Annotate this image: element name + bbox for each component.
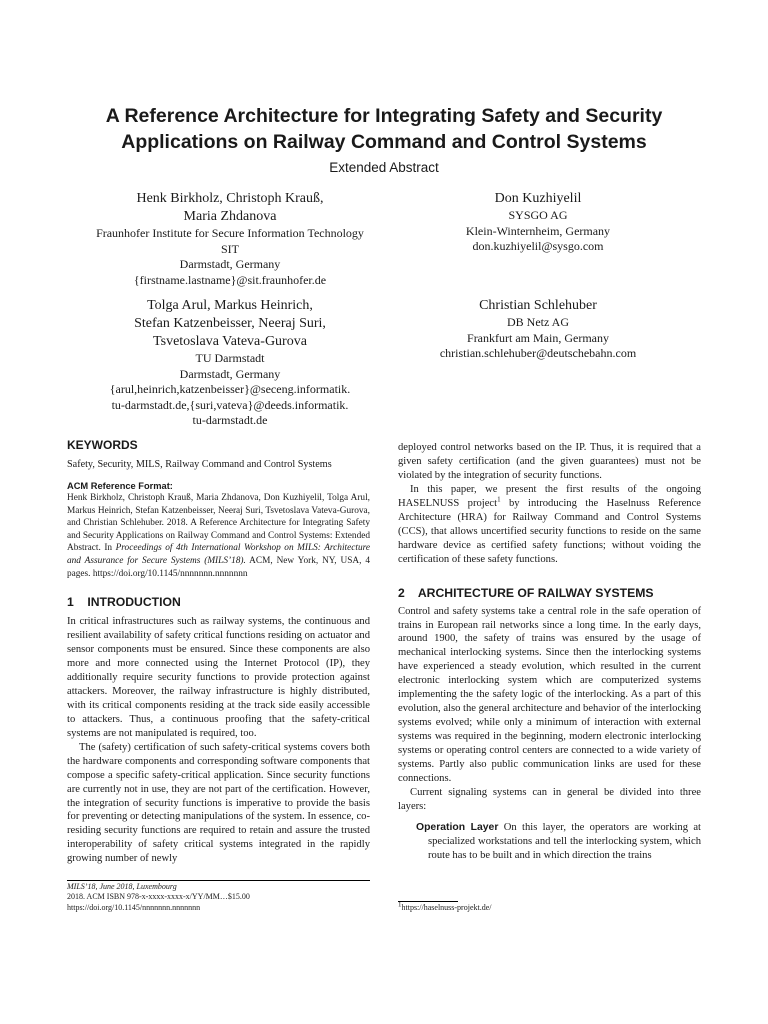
footer-rule bbox=[67, 880, 370, 881]
author-name-line: Maria Zhdanova bbox=[183, 209, 277, 224]
author-name-line: Henk Birkholz, Christoph Krauß, bbox=[136, 191, 324, 206]
title-line-1: A Reference Architecture for Integrating Safety and Security bbox=[105, 105, 663, 127]
footnote-number: 1 bbox=[398, 900, 402, 909]
architecture-paragraph-2-text: Current signaling systems can in general be divided into three layers: bbox=[398, 786, 701, 812]
author-names bbox=[398, 297, 678, 315]
author-location: Darmstadt, Germany bbox=[179, 366, 281, 381]
acm-reference-part: Henk Birkholz, Christoph Krauß, Maria Zhdanova, Don Kuzhiyelil, Tolga Arul, Markus Heinrich, Stefan Katzenbeisser, Neeraj Suri, Tsvetoslava Vateva-Gurova, and Christian Schlehuber. 2018. A Reference Architecture for Integrating Safety and Security Applications on Railway Command and Control Systems: Extended Abstract. In bbox=[67, 492, 370, 554]
author-affiliation: SYSGO AG bbox=[508, 208, 568, 222]
keywords-heading: KEYWORDS bbox=[67, 438, 138, 452]
author-names bbox=[398, 190, 678, 208]
author-name-line: Tsvetoslava Vateva-Gurova bbox=[153, 334, 307, 349]
intro-paragraph-2 bbox=[67, 741, 370, 867]
right-paragraph-2-text: by introducing the Haselnuss Reference Architecture (HRA) for Railway Command and Control Systems (CCS), that allows uncertified security functions to reside on the same hardware device as certified safety functions; without voiding the certification of these safety functions. bbox=[398, 497, 702, 565]
author-location: Frankfurt am Main, Germany bbox=[467, 330, 609, 345]
author-names bbox=[60, 190, 400, 226]
operation-layer-item bbox=[398, 821, 701, 863]
architecture-paragraph-1: Control and safety systems take a central role in the safe operation of trains in European rail networks since a long time. In the early days, around 1900, the safety of trains was ensured by the usage of mechanical interlocking systems. Since then the interlocking systems have experienced a steady evolution, which resulted in the current electronic interlocking system which are computerized systems implementing the the safety logic of the interlocking. As a part of this evolution, also the general architecture and behavior of the interlocking systems evolved; while only a minimum of interaction with external systems was required in the beginning, modern electronic interlocking systems or operating control centers are connected to a wide variety of systems. Partly also public communication links are used for these connections. bbox=[398, 605, 701, 785]
operation-layer-label: Operation Layer bbox=[416, 821, 499, 833]
author-block-sysgo bbox=[398, 190, 678, 255]
author-name-line: Tolga Arul, Markus Heinrich, bbox=[147, 298, 313, 313]
footer-doi[interactable]: https://doi.org/10.1145/nnnnnnn.nnnnnnn bbox=[67, 902, 201, 912]
acm-reference-part: ACM, New York, NY, USA, 4 pages. https://doi.org/10.1145/nnnnnnn.nnnnnnn bbox=[67, 555, 370, 579]
author-email[interactable]: christian.schlehuber@deutschebahn.com bbox=[439, 346, 637, 361]
left-column bbox=[67, 438, 370, 866]
author-location: Darmstadt, Germany bbox=[179, 257, 281, 272]
footer-isbn: 2018. ACM ISBN 978-x-xxxx-xxxx-x/YY/MM…$15.00 bbox=[67, 892, 250, 902]
section-heading-architecture: 2 ARCHITECTURE OF RAILWAY SYSTEMS bbox=[398, 585, 654, 600]
footnote-marker[interactable]: 1 bbox=[497, 495, 501, 504]
author-affiliation: TU Darmstadt bbox=[195, 351, 265, 365]
author-block-tu-darmstadt bbox=[60, 297, 400, 429]
footer-venue: MILS’18, June 2018, Luxembourg bbox=[67, 882, 177, 891]
title-line-2: Applications on Railway Command and Control Systems bbox=[121, 131, 647, 153]
right-paragraph-1: deployed control networks based on the IP. Thus, it is required that a given safety certification (and the given guarantees) must not be violated by the integration of security functions. bbox=[398, 442, 701, 481]
architecture-paragraph-2 bbox=[398, 786, 701, 814]
author-email[interactable]: {arul,heinrich,katzenbeisser}@seceng.informatik. bbox=[109, 382, 351, 397]
author-email[interactable]: don.kuzhiyelil@sysgo.com bbox=[472, 239, 604, 254]
acm-reference-heading: ACM Reference Format: bbox=[67, 480, 173, 491]
author-email[interactable]: {firstname.lastname}@sit.fraunhofer.de bbox=[133, 272, 327, 287]
author-affiliation: Fraunhofer Institute for Secure Information Technology bbox=[96, 226, 364, 240]
footer-left bbox=[67, 882, 370, 913]
author-names bbox=[60, 297, 400, 351]
paper-title bbox=[40, 103, 728, 155]
right-paragraph-2-text: In this paper, we present the first results of the ongoing HASELNUSS project bbox=[398, 483, 701, 509]
right-column bbox=[398, 441, 701, 863]
right-paragraph-2 bbox=[398, 483, 701, 567]
intro-paragraph-2-text: The (safety) certification of such safety-critical systems covers both the hardware components and corresponding software components that compose a specific safety-critical application. Since security functions are currently not in use, they are not part of the certification. However, the integration of security functions is imperative to provide the basis for preventing or detecting manipulations of the system. In essence, co-residing security functions are required to retain and assure the trusted interoperability of safety critical systems integrated in the rapidly growing number of newly bbox=[67, 741, 371, 865]
footnote-rule bbox=[398, 901, 458, 902]
author-block-fraunhofer bbox=[60, 190, 400, 288]
intro-paragraph-1: In critical infrastructures such as railway systems, the continuous and resilient availability of safety critical functions residing on actuator and sensor components must be ensured. Since these components are also more and more connected using the Internet Protocol (IP), they additionally require security functions to provide protection against attackers. Moreover, the railway infrastructure is highly distributed, with its critical components residing at the track side easily accessible to attackers. Thus, a continuous proofing that the safety-critical systems are not manipulated is required, too. bbox=[67, 616, 370, 739]
author-location: Klein-Winternheim, Germany bbox=[465, 223, 611, 238]
author-affiliation: SIT bbox=[221, 241, 239, 256]
paper-subtitle: Extended Abstract bbox=[329, 160, 439, 175]
author-name-line: Stefan Katzenbeisser, Neeraj Suri, bbox=[134, 316, 326, 331]
acm-reference-venue: Proceedings of 4th International Workshop on MILS: Architecture and Assurance for Secure Systems (MILS’18). bbox=[67, 543, 370, 566]
author-name-line: Christian Schlehuber bbox=[479, 298, 597, 313]
author-affiliation: DB Netz AG bbox=[507, 315, 569, 329]
author-name-line: Don Kuzhiyelil bbox=[494, 191, 582, 206]
section-heading-introduction: 1 INTRODUCTION bbox=[67, 595, 181, 610]
author-block-db-netz bbox=[398, 297, 678, 362]
acm-reference-text bbox=[67, 492, 370, 580]
footnote-url[interactable]: https://haselnuss-projekt.de/ bbox=[401, 903, 492, 912]
operation-layer-text: On this layer, the operators are working at specialized workstations and tell the interlocking system, which route has to be built and in which direction the trains bbox=[428, 821, 702, 861]
author-email[interactable]: tu-darmstadt.de bbox=[192, 413, 268, 428]
footnote bbox=[398, 900, 701, 913]
keywords-text: Safety, Security, MILS, Railway Command and Control Systems bbox=[67, 459, 332, 470]
author-email[interactable]: tu-darmstadt.de,{suri,vateva}@deeds.informatik. bbox=[111, 397, 349, 412]
